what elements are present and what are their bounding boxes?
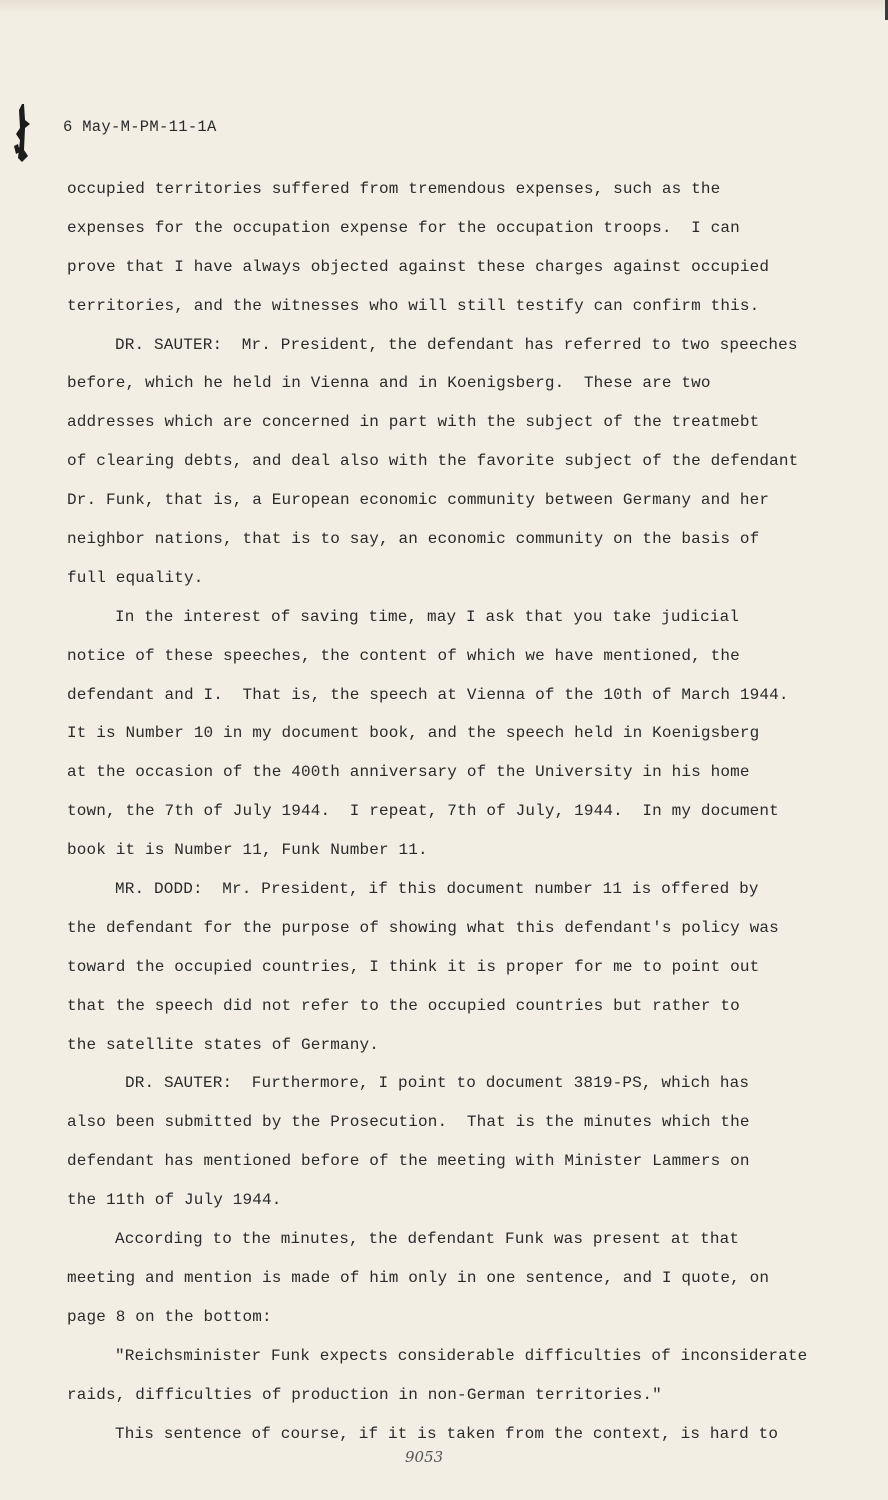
text-line: toward the occupied countries, I think it is proper for me to point out (67, 957, 760, 976)
transcript-reference: 6 May-M-PM-11-1A (63, 118, 217, 136)
text-line: of clearing debts, and deal also with the favorite subject of the defendant (67, 452, 799, 471)
text-line: neighbor nations, that is to say, an economic community on the basis of (67, 530, 760, 549)
page-number: 9053 (405, 1448, 444, 1466)
text-line: prove that I have always objected against these charges against occupied (67, 257, 770, 276)
speaker-line-sauter: DR. SAUTER: Mr. President, the defendant has referred to two speeches (115, 335, 798, 354)
text-line: the satellite states of Germany. (67, 1035, 380, 1054)
text-line: occupied territories suffered from tremendous expenses, such as the (67, 180, 721, 198)
text-line: defendant has mentioned before of the meeting with Minister Lammers on (67, 1152, 750, 1171)
speaker-line-dodd: MR. DODD: Mr. President, if this document number 11 is offered by (115, 880, 759, 899)
text-line: full equality. (67, 568, 204, 587)
paragraph-start: This sentence of course, if it is taken from the context, is hard to (115, 1424, 779, 1443)
text-line: Dr. Funk, that is, a European economic community between Germany and her (67, 491, 770, 510)
binding-tab-mark-icon (8, 100, 38, 180)
text-line: book it is Number 11, Funk Number 11. (67, 841, 428, 860)
speaker-line-sauter: DR. SAUTER: Furthermore, I point to document 3819-PS, which has (125, 1074, 750, 1093)
text-line: defendant and I. That is, the speech at Vienna of the 10th of March 1944. (67, 685, 789, 704)
paragraph-start: In the interest of saving time, may I ask that you take judicial (115, 607, 740, 626)
paragraph-start: According to the minutes, the defendant Funk was present at that (115, 1230, 740, 1249)
text-line: the 11th of July 1944. (67, 1191, 282, 1210)
text-line: meeting and mention is made of him only in one sentence, and I quote, on (67, 1268, 770, 1287)
text-line: page 8 on the bottom: (67, 1307, 272, 1326)
quoted-text: raids, difficulties of production in non-German territories." (67, 1385, 662, 1404)
page-top-edge (0, 0, 888, 14)
text-line: notice of these speeches, the content of which we have mentioned, the (67, 646, 740, 665)
text-line: addresses which are concerned in part with the subject of the treatmebt (67, 413, 760, 432)
text-line: at the occasion of the 400th anniversary of the University in his home (67, 763, 750, 782)
transcript-body (67, 170, 827, 1453)
text-line: territories, and the witnesses who will still testify can confirm this. (67, 296, 760, 315)
text-line: the defendant for the purpose of showing what this defendant's policy was (67, 918, 779, 937)
text-line: expenses for the occupation expense for the occupation troops. I can (67, 218, 740, 237)
text-line: town, the 7th of July 1944. I repeat, 7th of July, 1944. In my document (67, 802, 779, 821)
text-line: that the speech did not refer to the occupied countries but rather to (67, 996, 740, 1015)
text-line: also been submitted by the Prosecution. That is the minutes which the (67, 1113, 750, 1132)
text-line: before, which he held in Vienna and in Koenigsberg. These are two (67, 374, 711, 393)
quoted-text: "Reichsminister Funk expects considerable difficulties of inconsiderate (115, 1346, 808, 1365)
text-line: It is Number 10 in my document book, and the speech held in Koenigsberg (67, 724, 760, 743)
